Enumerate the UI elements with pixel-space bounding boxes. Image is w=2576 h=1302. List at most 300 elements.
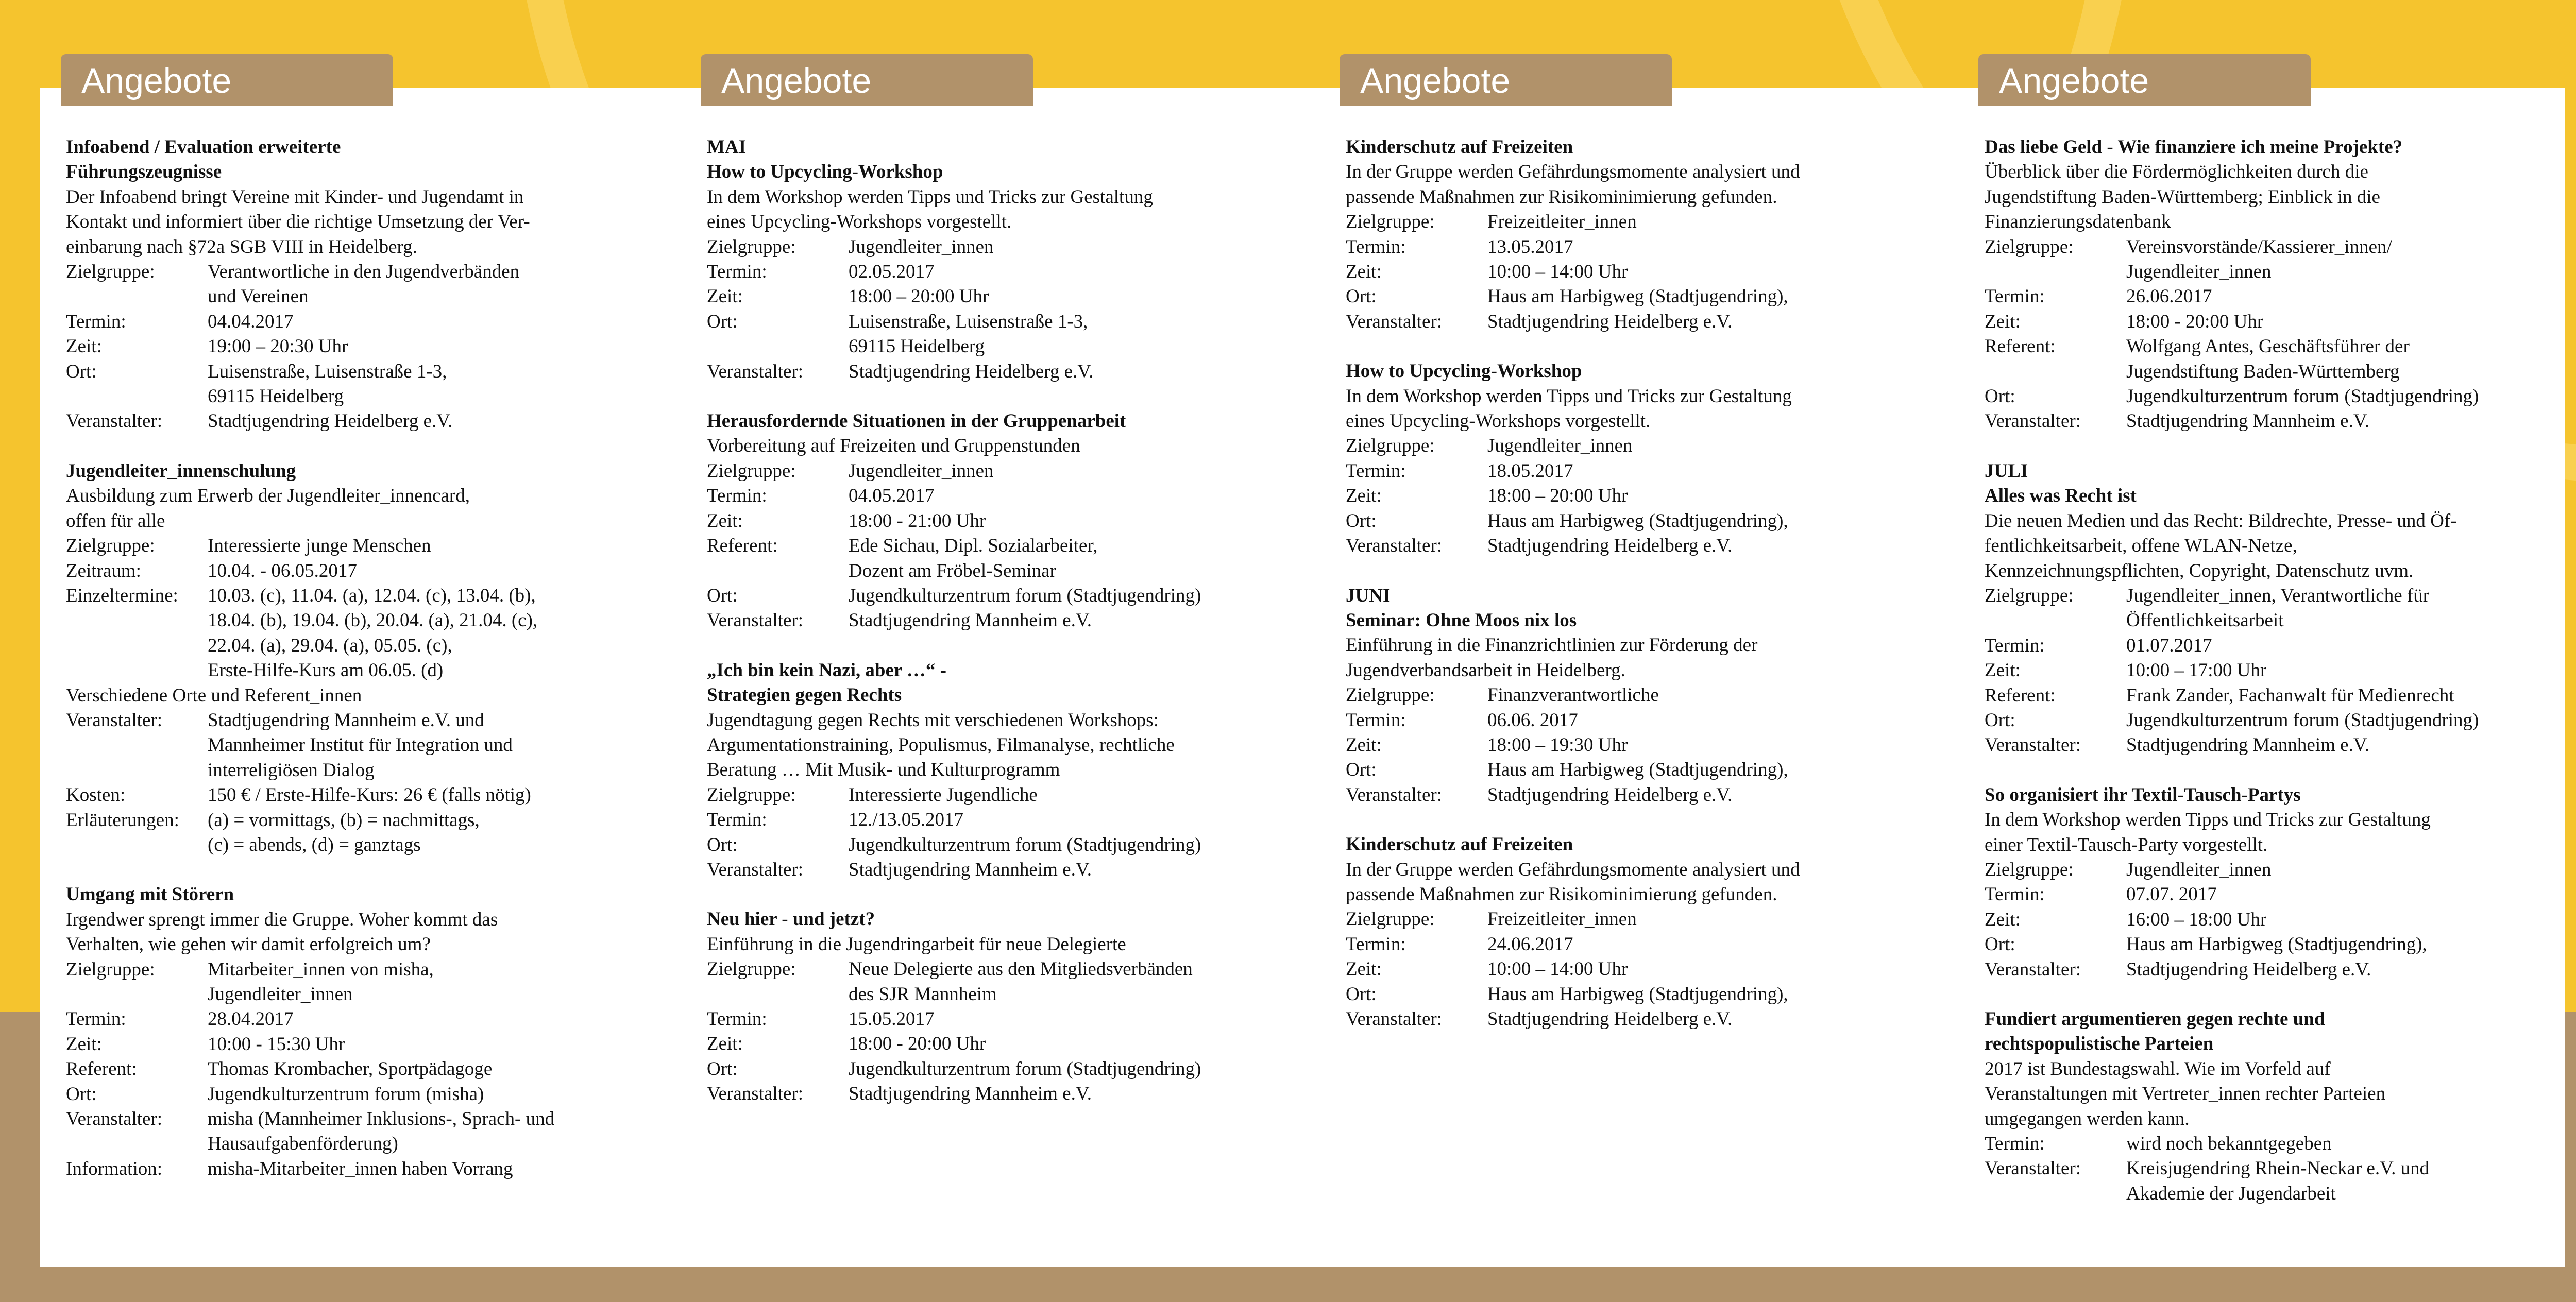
detail-value: misha-Mitarbeiter_innen haben Vorrang [208, 1158, 513, 1179]
event-description: Jugendverbandsarbeit in Heidelberg. [1346, 659, 1625, 681]
event-block [1346, 135, 1985, 334]
detail-label: Veranstalter: [707, 610, 803, 631]
detail-row [1346, 509, 1985, 534]
detail-value: Stadtjugendring Heidelberg e.V. [1487, 311, 1733, 332]
detail-row [1985, 409, 2576, 434]
detail-value: Haus am Harbigweg (Stadtjugendring), [1487, 759, 1788, 781]
detail-value: Stadtjugendring Heidelberg e.V. [1487, 784, 1733, 806]
event-block [707, 409, 1346, 633]
detail-row [66, 1057, 705, 1082]
detail-row [707, 484, 1346, 508]
event-block [1985, 783, 2576, 982]
detail-label: Referent: [66, 1058, 137, 1080]
detail-label: Zielgruppe: [1346, 435, 1435, 457]
event-description: Ausbildung zum Erwerb der Jugendleiter_innencard, [66, 485, 470, 507]
detail-value: 01.07.2017 [2126, 635, 2212, 656]
detail-row [66, 783, 705, 808]
detail-row [1346, 459, 1985, 484]
detail-label: Ort: [1985, 386, 2015, 407]
detail-row [66, 260, 705, 284]
event-description: Finanzierungsdatenbank [1985, 211, 2171, 233]
detail-value: 18:00 - 20:00 Uhr [849, 1033, 986, 1055]
event-description: passende Maßnahmen zur Risikominimierung gefunden. [1346, 186, 1777, 208]
detail-value: 12./13.05.2017 [849, 809, 964, 831]
event-description: Verschiedene Orte und Referent_innen [66, 684, 362, 706]
detail-label: Information: [66, 1158, 163, 1179]
detail-row [707, 1057, 1346, 1082]
detail-row [1985, 284, 2576, 309]
event-description: Jugendtagung gegen Rechts mit verschiedenen Workshops: [707, 709, 1159, 731]
detail-row [66, 608, 705, 633]
detail-label: Termin: [707, 809, 767, 831]
detail-row [1985, 633, 2576, 658]
detail-row [66, 758, 705, 783]
detail-value: Stadtjugendring Mannheim e.V. [2126, 410, 2370, 432]
detail-value: 18:00 – 20:00 Uhr [1487, 485, 1628, 507]
detail-value: Luisenstraße, Luisenstraße 1-3, [208, 361, 447, 382]
detail-label: Ort: [66, 361, 97, 382]
detail-label: Zielgruppe: [66, 958, 155, 980]
event-block [66, 135, 705, 434]
detail-row [707, 260, 1346, 284]
detail-row [707, 284, 1346, 309]
detail-row [1985, 334, 2576, 359]
event-title: How to Upcycling-Workshop [1346, 361, 1582, 382]
detail-label: Veranstalter: [707, 1083, 803, 1105]
detail-value: Stadtjugendring Heidelberg e.V. [849, 361, 1094, 382]
detail-label: Termin: [707, 485, 767, 507]
event-title: So organisiert ihr Textil-Tausch-Partys [1985, 784, 2301, 806]
detail-row [66, 1157, 705, 1181]
detail-row [1985, 957, 2576, 982]
detail-label: Zielgruppe: [707, 236, 796, 258]
detail-value: Stadtjugendring Heidelberg e.V. [1487, 535, 1733, 557]
detail-label: Zeitraum: [66, 560, 141, 581]
detail-row [66, 1132, 705, 1156]
event-description: fentlichkeitsarbeit, offene WLAN-Netze, [1985, 535, 2297, 557]
detail-label: Einzeltermine: [66, 585, 178, 606]
detail-row [707, 982, 1346, 1007]
detail-value: Interessierte Jugendliche [849, 784, 1038, 806]
detail-label: Ort: [1985, 934, 2015, 955]
detail-row [66, 534, 705, 558]
detail-label: Zielgruppe: [1346, 684, 1435, 706]
event-title: Seminar: Ohne Moos nix los [1346, 609, 1577, 631]
detail-row [1346, 907, 1985, 932]
detail-value: 26.06.2017 [2126, 286, 2212, 307]
detail-value: 22.04. (a), 29.04. (a), 05.05. (c), [208, 635, 452, 656]
detail-row [707, 1007, 1346, 1032]
detail-row [707, 608, 1346, 633]
detail-value: Hausaufgabenförderung) [208, 1133, 398, 1155]
detail-row [1346, 708, 1985, 733]
detail-row [66, 384, 705, 409]
detail-value: wird noch bekanntgegeben [2126, 1133, 2332, 1155]
detail-row [707, 833, 1346, 858]
detail-value: Haus am Harbigweg (Stadtjugendring), [2126, 934, 2427, 955]
detail-label: Veranstalter: [1346, 311, 1442, 332]
detail-value: 18:00 - 20:00 Uhr [2126, 311, 2264, 332]
detail-value: 10:00 - 15:30 Uhr [208, 1033, 345, 1055]
detail-value: Jugendleiter_innen, Verantwortliche für [2126, 585, 2430, 606]
detail-label: Referent: [1985, 684, 2056, 706]
detail-value: interreligiösen Dialog [208, 759, 375, 781]
event-description: passende Maßnahmen zur Risikominimierung gefunden. [1346, 883, 1777, 905]
detail-row [66, 982, 705, 1007]
detail-row [66, 808, 705, 833]
event-description: In der Gruppe werden Gefährdungsmomente analysiert und [1346, 161, 1800, 183]
event-description: Kontakt und informiert über die richtige Umsetzung der Ver- [66, 211, 530, 233]
event-title: Das liebe Geld - Wie finanziere ich meine Projekte? [1985, 136, 2403, 158]
detail-value: Interessierte junge Menschen [208, 535, 431, 557]
detail-value: Haus am Harbigweg (Stadtjugendring), [1487, 983, 1788, 1005]
detail-value: Stadtjugendring Mannheim e.V. [849, 610, 1092, 631]
detail-row [1985, 882, 2576, 907]
detail-row [1985, 1181, 2576, 1206]
detail-value: Stadtjugendring Mannheim e.V. [849, 1083, 1092, 1105]
detail-value: 04.05.2017 [849, 485, 935, 507]
detail-label: Termin: [1346, 236, 1406, 258]
detail-row [707, 783, 1346, 808]
detail-row [707, 310, 1346, 334]
detail-value: 10.04. - 06.05.2017 [208, 560, 357, 581]
detail-label: Zeit: [707, 1033, 743, 1055]
detail-value: Freizeitleiter_innen [1487, 909, 1637, 930]
detail-label: Zeit: [1985, 909, 2021, 930]
event-description: eines Upcycling-Workshops vorgestellt. [1346, 410, 1651, 432]
event-description: Überblick über die Fördermöglichkeiten durch die [1985, 161, 2368, 183]
detail-row [66, 359, 705, 384]
detail-label: Termin: [66, 311, 126, 332]
detail-value: Jugendleiter_innen [2126, 859, 2272, 880]
detail-row [707, 534, 1346, 558]
detail-label: Termin: [1985, 286, 2045, 307]
detail-value: Jugendkulturzentrum forum (Stadtjugendring) [849, 1058, 1201, 1080]
detail-label: Zielgruppe: [66, 535, 155, 557]
detail-row [1346, 683, 1985, 708]
detail-value: 18:00 – 19:30 Uhr [1487, 734, 1628, 756]
detail-label: Zielgruppe: [1985, 585, 2074, 606]
detail-row [1346, 284, 1985, 309]
detail-value: Finanzverantwortliche [1487, 684, 1659, 706]
event-description: offen für alle [66, 510, 165, 532]
tab-angebote: Angebote [61, 54, 393, 106]
detail-value: 28.04.2017 [208, 1008, 294, 1030]
detail-row [1985, 310, 2576, 334]
event-description: In dem Workshop werden Tipps und Tricks zur Gestaltung [707, 186, 1153, 208]
detail-row [66, 284, 705, 309]
event-description: 2017 ist Bundestagswahl. Wie im Vorfeld auf [1985, 1058, 2331, 1080]
event-block [707, 907, 1346, 1106]
detail-value: und Vereinen [208, 286, 309, 307]
detail-label: Referent: [1985, 336, 2056, 357]
detail-value: (c) = abends, (d) = ganztags [208, 834, 421, 855]
detail-value: (a) = vormittags, (b) = nachmittags, [208, 809, 480, 831]
detail-row [1985, 235, 2576, 260]
detail-value: Jugendleiter_innen [849, 236, 994, 258]
detail-label: Termin: [1346, 933, 1406, 955]
detail-row [66, 708, 705, 733]
event-block [1346, 832, 1985, 1032]
event-description: Kennzeichnungspflichten, Copyright, Datenschutz uvm. [1985, 560, 2414, 581]
event-description: umgegangen werden kann. [1985, 1108, 2190, 1129]
detail-value: Jugendkulturzentrum forum (Stadtjugendring) [2126, 386, 2479, 407]
detail-label: Zielgruppe: [707, 460, 796, 482]
detail-row [1346, 484, 1985, 508]
detail-row [66, 1007, 705, 1032]
detail-value: Stadtjugendring Heidelberg e.V. [2126, 958, 2371, 980]
detail-value: 10:00 – 17:00 Uhr [2126, 660, 2267, 681]
detail-row [1346, 733, 1985, 758]
event-description: In der Gruppe werden Gefährdungsmomente analysiert und [1346, 859, 1800, 880]
detail-label: Veranstalter: [1346, 1008, 1442, 1030]
detail-label: Ort: [707, 585, 738, 606]
detail-row [66, 334, 705, 359]
detail-row [66, 310, 705, 334]
detail-label: Veranstalter: [66, 410, 162, 432]
detail-label: Zielgruppe: [707, 958, 796, 980]
detail-label: Zeit: [66, 1033, 102, 1055]
detail-value: 02.05.2017 [849, 261, 935, 283]
detail-value: Jugendleiter_innen [2126, 261, 2272, 283]
event-description: Verhalten, wie gehen wir damit erfolgreich um? [66, 934, 431, 955]
event-title: Kinderschutz auf Freizeiten [1346, 834, 1573, 855]
event-title: „Ich bin kein Nazi, aber …“ - [707, 659, 946, 681]
detail-value: 06.06. 2017 [1487, 709, 1578, 731]
detail-row [707, 509, 1346, 534]
detail-label: Ort: [707, 834, 738, 855]
detail-row [707, 1032, 1346, 1056]
detail-value: Stadtjugendring Mannheim e.V. [849, 859, 1092, 880]
detail-row [707, 1082, 1346, 1106]
event-block [1346, 608, 1985, 808]
detail-row [707, 359, 1346, 384]
event-description: In dem Workshop werden Tipps und Tricks zur Gestaltung [1985, 809, 2431, 831]
detail-row [1985, 260, 2576, 284]
detail-row [1985, 907, 2576, 932]
detail-label: Zeit: [1985, 660, 2021, 681]
detail-value: Jugendleiter_innen [849, 460, 994, 482]
detail-label: Zeit: [1346, 485, 1382, 507]
column-3 [1346, 135, 1985, 1056]
detail-label: Kosten: [66, 784, 126, 806]
tab-angebote: Angebote [1978, 54, 2311, 106]
detail-value: Jugendkulturzentrum forum (Stadtjugendring) [849, 585, 1201, 606]
detail-row [1985, 932, 2576, 957]
event-block [66, 882, 705, 1181]
detail-label: Termin: [1346, 460, 1406, 482]
detail-row [1985, 858, 2576, 882]
detail-row [1985, 608, 2576, 633]
detail-label: Zielgruppe: [1985, 859, 2074, 880]
detail-row [1985, 1132, 2576, 1156]
detail-value: Stadtjugendring Mannheim e.V. [2126, 734, 2370, 756]
detail-row [66, 409, 705, 434]
detail-label: Veranstalter: [1985, 958, 2081, 980]
event-title: Infoabend / Evaluation erweiterte [66, 136, 341, 158]
detail-value: Haus am Harbigweg (Stadtjugendring), [1487, 286, 1788, 307]
event-block [66, 459, 705, 858]
event-description: In dem Workshop werden Tipps und Tricks zur Gestaltung [1346, 385, 1792, 407]
event-description: Einführung in die Finanzrichtlinien zur Förderung der [1346, 635, 1758, 656]
detail-row [66, 1032, 705, 1057]
detail-value: des SJR Mannheim [849, 983, 997, 1005]
detail-row [1346, 932, 1985, 957]
detail-row [1985, 384, 2576, 409]
detail-value: Jugendkulturzentrum forum (Stadtjugendring) [2126, 709, 2479, 731]
month-heading: JUNI [1346, 585, 1391, 606]
detail-label: Ort: [1346, 510, 1377, 532]
detail-row [707, 559, 1346, 584]
detail-label: Termin: [1985, 635, 2045, 656]
detail-label: Zeit: [1346, 734, 1382, 756]
detail-row [707, 459, 1346, 484]
detail-row [1346, 310, 1985, 334]
detail-row [1346, 1007, 1985, 1032]
detail-value: Kreisjugendring Rhein-Neckar e.V. und [2126, 1158, 2430, 1179]
detail-label: Zeit: [1346, 261, 1382, 283]
column-1 [66, 135, 705, 1206]
detail-value: Stadtjugendring Heidelberg e.V. [1487, 1008, 1733, 1030]
detail-value: Akademie der Jugendarbeit [2126, 1183, 2336, 1204]
tab-angebote: Angebote [701, 54, 1033, 106]
detail-value: Jugendleiter_innen [208, 984, 353, 1005]
detail-label: Termin: [1346, 709, 1406, 731]
detail-value: 10:00 – 14:00 Uhr [1487, 958, 1628, 980]
detail-value: Vereinsvorstände/Kassierer_innen/ [2126, 236, 2392, 258]
detail-row [1346, 758, 1985, 782]
detail-label: Ort: [707, 311, 738, 332]
detail-label: Zielgruppe: [707, 784, 796, 806]
detail-value: 15.05.2017 [849, 1008, 935, 1030]
detail-row [66, 584, 705, 608]
event-block [707, 658, 1346, 883]
detail-value: Dozent am Fröbel-Seminar [849, 560, 1056, 581]
event-title: Alles was Recht ist [1985, 485, 2137, 507]
detail-label: Zielgruppe: [1346, 909, 1435, 930]
detail-value: Jugendkulturzentrum forum (Stadtjugendring) [849, 834, 1201, 855]
detail-label: Termin: [707, 261, 767, 283]
detail-value: Stadtjugendring Heidelberg e.V. [208, 410, 453, 432]
event-block [1346, 359, 1985, 558]
detail-label: Termin: [1985, 1133, 2045, 1155]
detail-value: Jugendkulturzentrum forum (misha) [208, 1083, 484, 1105]
detail-value: 18.04. (b), 19.04. (b), 20.04. (a), 21.04. (c), [208, 610, 538, 631]
detail-label: Veranstalter: [1346, 784, 1442, 806]
detail-value: 10.03. (c), 11.04. (a), 12.04. (c), 13.04. (b), [208, 585, 536, 606]
detail-label: Veranstalter: [1346, 535, 1442, 557]
detail-row [707, 808, 1346, 832]
event-description: Jugendstiftung Baden-Württemberg; Einblick in die [1985, 186, 2380, 208]
detail-label: Zeit: [1985, 311, 2021, 332]
detail-value: Jugendleiter_innen [1487, 435, 1633, 457]
column-2 [707, 135, 1346, 1132]
detail-value: Neue Delegierte aus den Mitgliedsverbänden [849, 958, 1193, 980]
detail-row [1346, 235, 1985, 260]
event-title: Führungszeugnisse [66, 161, 222, 183]
detail-value: 13.05.2017 [1487, 236, 1573, 258]
detail-row [66, 1107, 705, 1132]
detail-label: Termin: [707, 1008, 767, 1030]
detail-row [66, 957, 705, 982]
event-description: Einführung in die Jugendringarbeit für neue Delegierte [707, 933, 1126, 955]
column-4 [1985, 135, 2576, 1231]
detail-row [1985, 658, 2576, 683]
detail-label: Termin: [1985, 884, 2045, 905]
event-description: Veranstaltungen mit Vertreter_innen rechter Parteien [1985, 1083, 2386, 1105]
detail-value: misha (Mannheimer Inklusions-, Sprach- und [208, 1108, 555, 1130]
event-description: Argumentationstraining, Populismus, Filmanalyse, rechtliche [707, 734, 1175, 756]
event-block [1985, 1007, 2576, 1206]
detail-label: Veranstalter: [66, 709, 162, 731]
event-description: eines Upcycling-Workshops vorgestellt. [707, 211, 1012, 233]
detail-value: Freizeitleiter_innen [1487, 211, 1637, 233]
detail-row [1346, 982, 1985, 1007]
detail-value: 18.05.2017 [1487, 460, 1573, 482]
event-block [1985, 135, 2576, 434]
detail-row [1985, 584, 2576, 608]
detail-row [707, 858, 1346, 882]
event-block [707, 160, 1346, 384]
event-description: Die neuen Medien und das Recht: Bildrechte, Presse- und Öf- [1985, 510, 2457, 532]
detail-label: Veranstalter: [1985, 410, 2081, 432]
detail-row [707, 584, 1346, 608]
detail-value: Jugendstiftung Baden-Württemberg [2126, 361, 2400, 382]
detail-label: Zielgruppe: [66, 261, 155, 283]
event-title: Strategien gegen Rechts [707, 684, 902, 706]
detail-row [1985, 359, 2576, 384]
month-heading: JULI [1985, 460, 2028, 482]
detail-row [707, 334, 1346, 359]
detail-value: Stadtjugendring Mannheim e.V. und [208, 709, 484, 731]
detail-row [1985, 1156, 2576, 1181]
detail-row [707, 235, 1346, 260]
detail-label: Zeit: [1346, 958, 1382, 980]
detail-label: Ort: [707, 1058, 738, 1080]
detail-label: Zeit: [707, 510, 743, 532]
detail-row [1985, 733, 2576, 758]
detail-row [1346, 434, 1985, 458]
detail-label: Zielgruppe: [1346, 211, 1435, 233]
detail-label: Zeit: [66, 336, 102, 357]
event-block [1985, 484, 2576, 758]
detail-label: Ort: [1346, 286, 1377, 307]
detail-value: Öffentlichkeitsarbeit [2126, 610, 2284, 631]
detail-value: 10:00 – 14:00 Uhr [1487, 261, 1628, 283]
detail-row [1346, 260, 1985, 284]
detail-label: Termin: [66, 1008, 126, 1030]
detail-row [66, 559, 705, 584]
detail-label: Veranstalter: [707, 859, 803, 880]
event-description: Der Infoabend bringt Vereine mit Kinder- und Jugendamt in [66, 186, 524, 208]
detail-value: Erste-Hilfe-Kurs am 06.05. (d) [208, 660, 444, 681]
tab-angebote: Angebote [1340, 54, 1672, 106]
detail-value: 18:00 - 21:00 Uhr [849, 510, 986, 532]
event-description: Vorbereitung auf Freizeiten und Gruppenstunden [707, 435, 1080, 457]
detail-value: Ede Sichau, Dipl. Sozialarbeiter, [849, 535, 1098, 557]
event-description: einer Textil-Tausch-Party vorgestellt. [1985, 834, 2268, 855]
detail-value: Frank Zander, Fachanwalt für Medienrecht [2126, 684, 2454, 706]
detail-value: 69115 Heidelberg [849, 336, 985, 357]
detail-row [66, 658, 705, 683]
event-description: einbarung nach §72a SGB VIII in Heidelberg. [66, 236, 417, 258]
event-title: Herausfordernde Situationen in der Gruppenarbeit [707, 410, 1126, 432]
detail-label: Zielgruppe: [1985, 236, 2074, 258]
event-description: Beratung … Mit Musik- und Kulturprogramm [707, 759, 1060, 781]
detail-value: 04.04.2017 [208, 311, 294, 332]
detail-label: Ort: [1985, 709, 2015, 731]
detail-row [66, 733, 705, 758]
